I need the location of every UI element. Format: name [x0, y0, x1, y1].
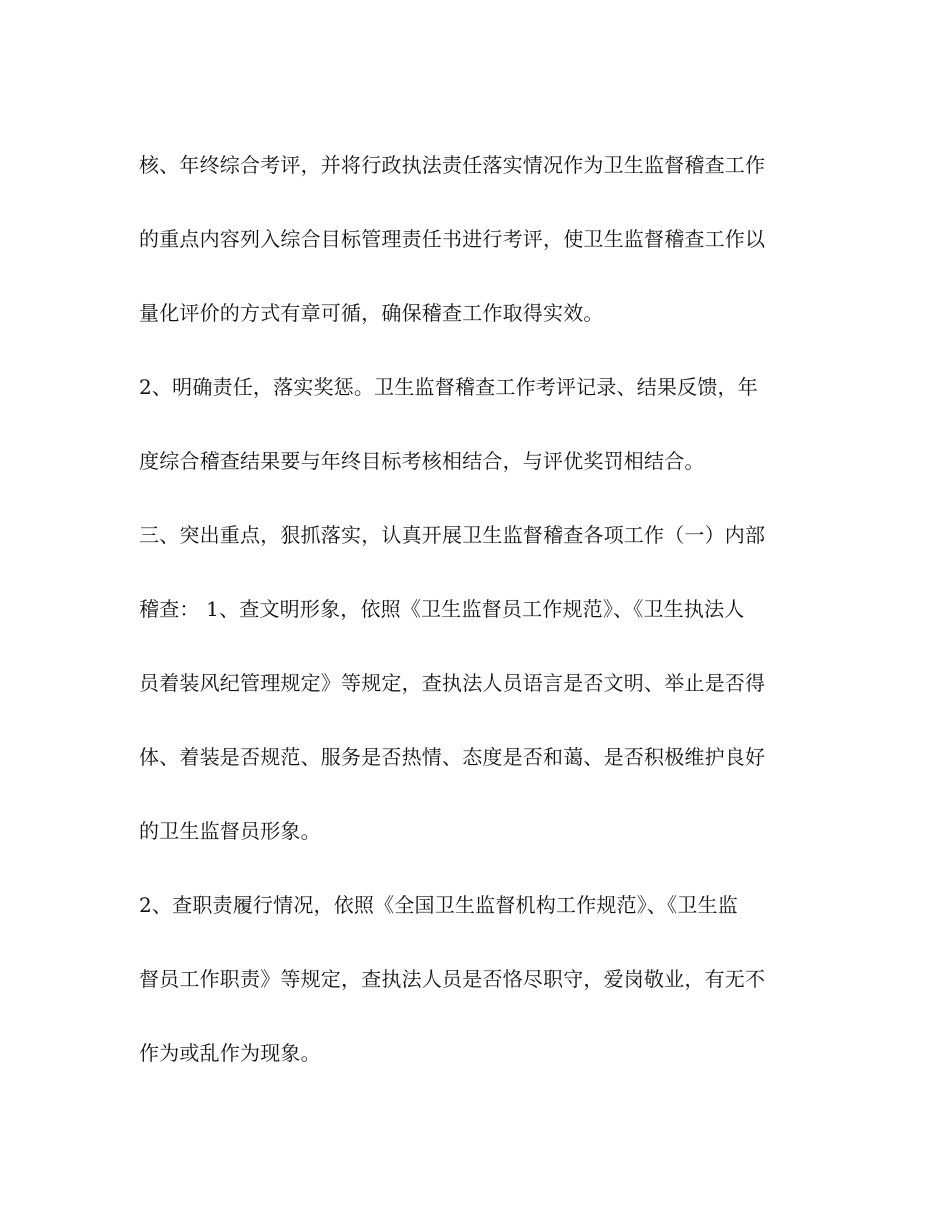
text-line: 的重点内容列入综合目标管理责任书进行考评，使卫生监督稽查工作以: [139, 227, 766, 251]
text-line: 2、明确责任，落实奖惩。卫生监督稽查工作考评记录、结果反馈，年: [139, 375, 758, 399]
text-line: 员着装风纪管理规定》等规定，查执法人员语言是否文明、举止是否得: [139, 671, 766, 695]
text-line: 督员工作职责》等规定，查执法人员是否恪尽职守，爱岗敬业，有无不: [139, 967, 766, 991]
text-line: 量化评价的方式有章可循，确保稽查工作取得实效。: [139, 301, 604, 325]
text-line: 核、年终综合考评，并将行政执法责任落实情况作为卫生监督稽查工作: [139, 153, 766, 177]
text-line: 作为或乱作为现象。: [139, 1041, 321, 1065]
text-line: 体、着装是否规范、服务是否热情、态度是否和蔼、是否积极维护良好: [139, 745, 766, 769]
text-line: 三、突出重点，狠抓落实，认真开展卫生监督稽查各项工作（一）内部: [139, 523, 766, 547]
text-line: 2、查职责履行情况，依照《全国卫生监督机构工作规范》、《卫生监: [139, 893, 738, 917]
text-line: 稽查： 1、查文明形象，依照《卫生监督员工作规范》、《卫生执法人: [139, 597, 745, 621]
text-line: 的卫生监督员形象。: [139, 819, 321, 843]
text-line: 度综合稽查结果要与年终目标考核相结合，与评优奖罚相结合。: [139, 449, 705, 473]
document-body: [139, 128, 819, 1090]
